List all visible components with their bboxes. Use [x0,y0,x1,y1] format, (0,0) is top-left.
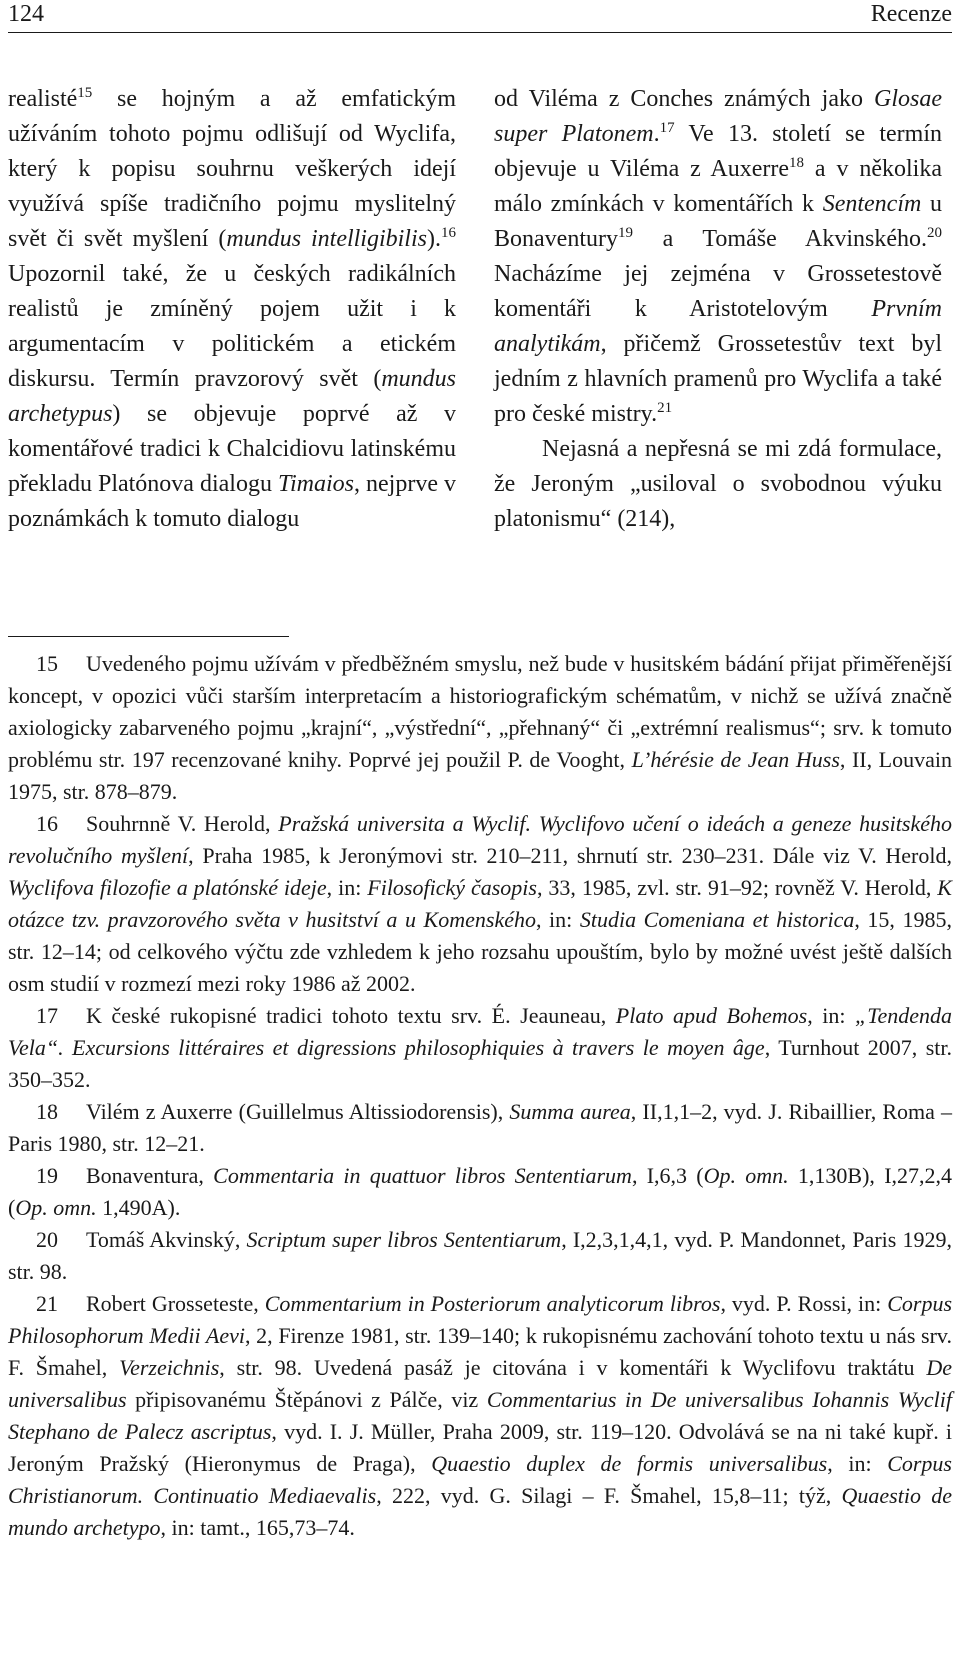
italic-text: Wyclifova filozofie a platónské ideje [8,875,327,900]
italic-text: Timaios [277,471,355,497]
running-header [8,0,952,33]
footnotes [8,648,952,1544]
footnote-number: 19 [36,1163,58,1188]
body-column-right [494,82,942,537]
paragraph: od Viléma z Conches známých jako Glosae super Platonem.$^{17}$ Ve 13. století se termín objevuje u Viléma z Auxerre$^{18}$ a v několika málo zmínkách v komentářích k Sentencím u Bonaventury$^{19}$ a Tomáše Akvinského.$^{20}$ Nacházíme jej zejména v Grossetestově komentáři k Aristotelovým Prvním analytikám, přičemž Grossetestův text byl jedním z hlavních pramenů pro Wyclifa a také pro české mistry.$^{21}$ [494,86,943,427]
italic-text: Commentarium in Posteriorum analyticorum libros [264,1291,721,1316]
italic-text: mundus archetypus [8,366,456,427]
footnote-20 [8,1224,952,1288]
italic-text: mundus intelligibilis [226,226,427,252]
footnote-text: Tomáš Akvinský, Scriptum super libros Sententiarum, I,2,3,1,4,1, vyd. P. Mandonnet, Paris 1929, str. 98. [8,1227,952,1284]
italic-text: De universalibus [8,1355,952,1412]
italic-text: Commentarius in De universalibus Iohannis Wyclif Stephano de Palecz ascriptus [8,1387,952,1444]
italic-text: Plato apud Bohemos [615,1003,808,1028]
footnote-text: K české rukopisné tradici tohoto textu srv. É. Jeauneau, Plato apud Bohemos, in: „Tendenda Vela“. Excursions littéraires et digressions philosophiquies à travers le moyen âge, Turnhout 2007, str. 350–352. [8,1003,952,1092]
footnote-ref: 16 [441,225,456,241]
footnote-ref: 20 [927,225,942,241]
footnote-text: Vilém z Auxerre (Guillelmus Altissiodorensis), Summa aurea, II,1,1–2, vyd. J. Ribaillier, Roma – Paris 1980, str. 12–21. [8,1099,952,1156]
footnote-text: Robert Grosseteste, Commentarium in Posteriorum analyticorum libros, vyd. P. Rossi, in: Corpus Philosophorum Medii Aevi, 2, Firenze 1981, str. 139–140; k rukopisnému zachování tohoto textu u nás srv. F. Šmahel, Verzeichnis, str. 98. Uvedená pasáž je citována i v komentáři k Wyclifovu traktátu De universalibus připisovanému Štěpánovi z Pálče, viz Commentarius in De universalibus Iohannis Wyclif Stephano de Palecz ascriptus, vyd. I. J. Müller, Praha 2009, str. 119–120. Odvolává se na ni také kupř. i Jeroným Pražský (Hieronymus de Praga), Quaestio duplex de formis universalibus, in: Corpus Christianorum. Continuatio Mediaevalis, 222, vyd. G. Silagi – F. Šmahel, 15,8–11; týž, Quaestio de mundo archetypo, in: tamt., 165,73–74. [8,1291,953,1540]
italic-text: L’hérésie de Jean Huss [631,747,840,772]
page-number: 124 [8,1,44,27]
footnote-17 [8,1000,952,1096]
italic-text: Op. omn. [703,1163,789,1188]
footnote-16 [8,808,952,1000]
footnote-text: Bonaventura, Commentaria in quattuor libros Sententiarum, I,6,3 (Op. omn. 1,130B), I,27,2,4 (Op. omn. 1,490A). [8,1163,953,1220]
italic-text: Filosofický časopis [367,875,537,900]
italic-text: Corpus Philosophorum Medii Aevi [8,1291,953,1348]
italic-text: Verzeichnis [119,1355,220,1380]
italic-text: Scriptum super libros Sententiarum [246,1227,562,1252]
italic-text: „Tendenda Vela“. Excursions littéraires et digressions philosophiquies à travers le moyen âge [8,1003,952,1060]
footnote-15 [8,648,952,808]
italic-text: Sentencím [822,191,922,217]
italic-text: Op. omn. [15,1195,97,1220]
body-column-left [8,82,456,537]
footnote-21 [8,1288,952,1544]
footnote-text: Uvedeného pojmu užívám v předběžném smyslu, než bude v husitském bádání přijat přiměřenější koncept, v opozici vůči starším interpretacím a historiografickým schématům, v nichž se užívá značně axiologicky zabarveného pojmu „krajní“, „výstřední“, „přehnaný“ či „extrémní realismus“; srv. k tomuto problému str. 197 recenzované knihy. Poprvé jej použil P. de Vooght, L’hérésie de Jean Huss, II, Louvain 1975, str. 878–879. [8,651,952,804]
italic-text: Corpus Christianorum. Continuatio Mediaevalis [8,1451,952,1508]
footnote-number: 20 [36,1227,58,1252]
footnote-number: 16 [36,811,58,836]
italic-text: Prvním analytikám [494,296,942,357]
italic-text: Quaestio duplex de formis universalibus [431,1451,828,1476]
footnote-number: 17 [36,1003,58,1028]
footnote-ref: 17 [659,120,675,136]
italic-text: K otázce tzv. pravzorového světa v husitství a u Komenského [8,875,952,932]
italic-text: Quaestio de mundo archetypo [8,1483,952,1540]
footnote-18 [8,1096,952,1160]
footnote-number: 15 [36,651,58,676]
footnote-ref: 19 [617,225,633,241]
footnote-number: 18 [36,1099,58,1124]
footnote-19 [8,1160,952,1224]
footnote-text: Souhrnně V. Herold, Pražská universita a Wyclif. Wyclifovo učení o ideách a geneze husitského revolučního myšlení, Praha 1985, k Jeronýmovi str. 210–211, shrnutí str. 230–231. Dále viz V. Herold, Wyclifova filozofie a platónské ideje, in: Filosofický časopis, 33, 1985, zvl. str. 91–92; rovněž V. Herold, K otázce tzv. pravzorového světa v husitství a u Komenského, in: Studia Comeniana et historica, 15, 1985, str. 12–14; od celkového výčtu zde vzhledem k jeho rozsahu upouštím, bylo by možné uvést ještě dalších osm studií v rozmezí mezi roky 1986 až 2002. [8,811,952,996]
footnote-ref: 18 [788,155,804,171]
paragraph: realisté$^{15}$ se hojným a až emfatickým užíváním tohoto pojmu odlišují od Wyclifa, který k popisu souhrnu veškerých idejí využívá spíše tradičního pojmu myslitelný svět či svět myšlení (mundus intelligibilis).$^{16}$ Upozornil také, že u českých radikálních realistů je zmíněný pojem užit i k argumentacím v politickém a etickém diskursu. Termín pravzorový svět (mundus archetypus) se objevuje poprvé až v komentářové tradici k Chalcidiovu latinskému překladu Platónova dialogu Timaios, nejprve v poznámkách k tomuto dialogu [8,85,456,532]
italic-text: Glosae super Platonem [494,86,942,147]
footnote-number: 21 [36,1291,58,1316]
footnote-ref: 15 [77,85,93,101]
section-title: Recenze [870,1,952,27]
paragraph: Nejasná a nepřesná se mi zdá formulace, že Jeroným „usiloval o svobodnou výuku platonismu“ (214), [494,436,942,532]
footnote-ref: 21 [657,400,673,416]
italic-text: Studia Comeniana et historica [579,907,855,932]
italic-text: Commentaria in quattuor libros Sententiarum [213,1163,632,1188]
italic-text: Pražská universita a Wyclif. Wyclifovo učení o ideách a geneze husitského revolučního myšlení [8,811,952,868]
italic-text: Summa aurea [509,1099,631,1124]
footnote-separator [8,636,289,637]
